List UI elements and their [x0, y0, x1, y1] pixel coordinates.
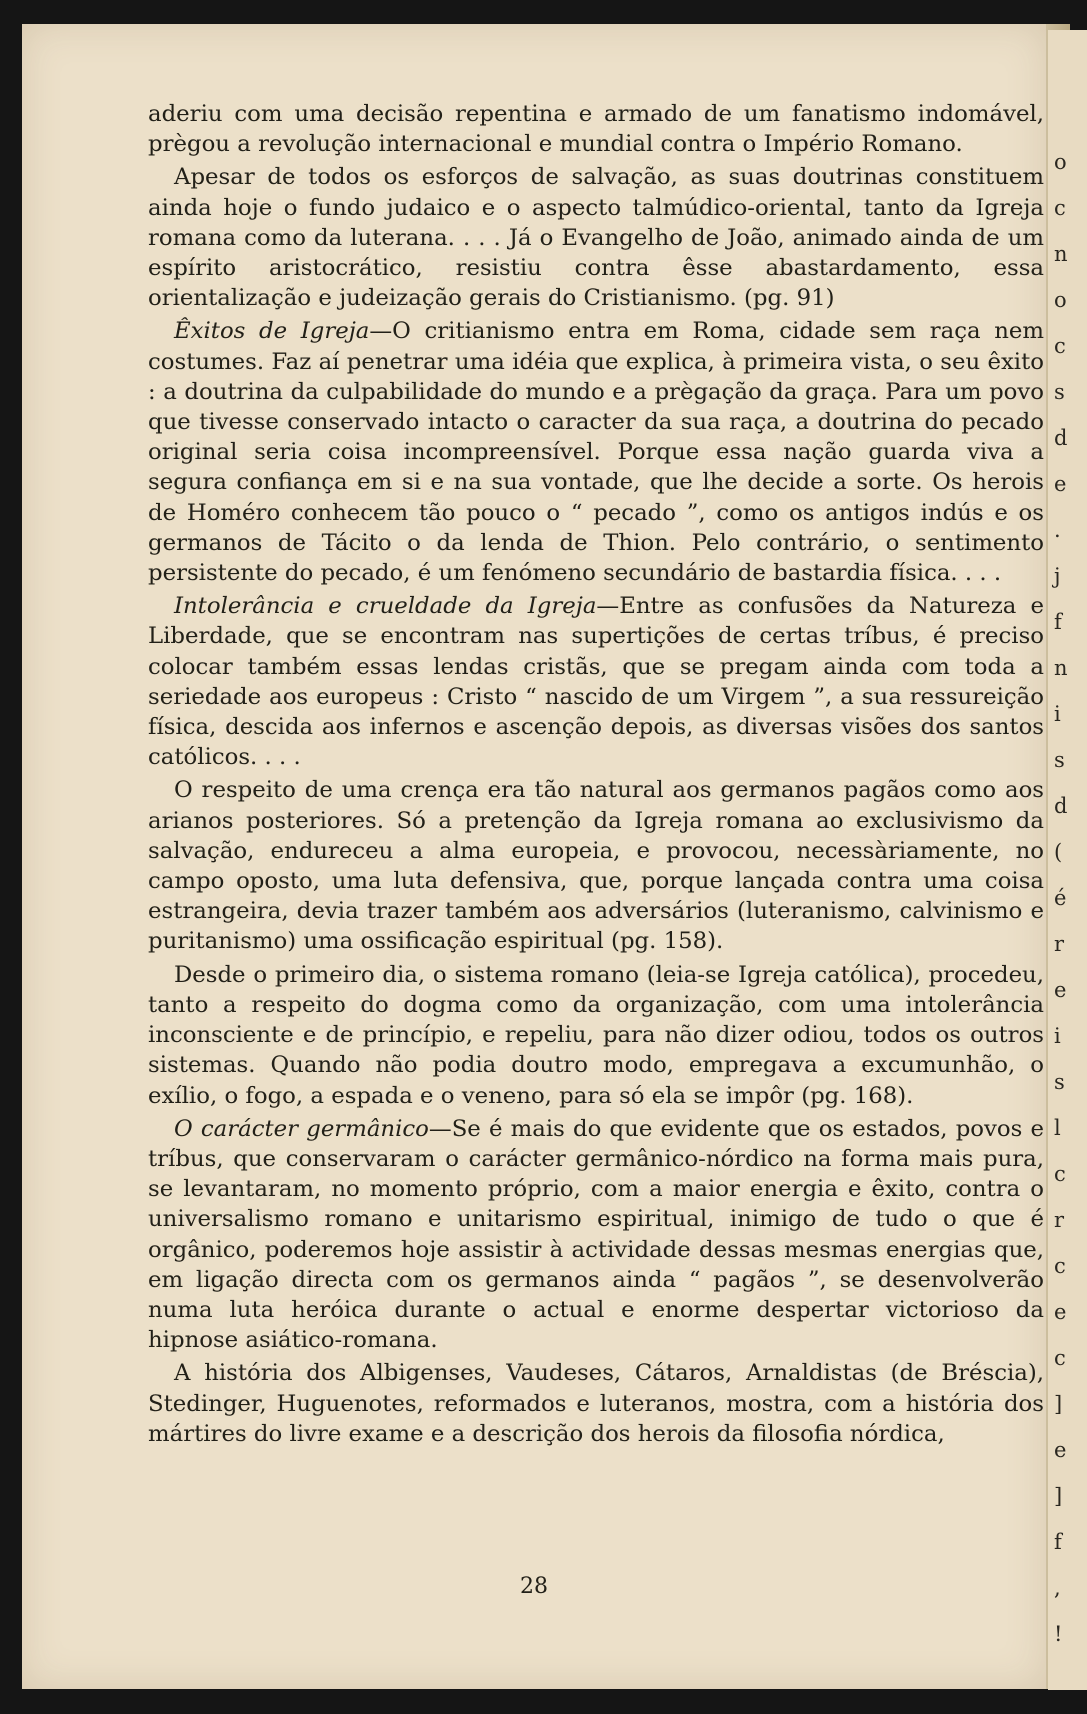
- next-page-edge-letter: é: [1054, 886, 1067, 910]
- next-page-edge-letter: l: [1054, 1116, 1061, 1140]
- paragraph-6-text: Desde o primeiro dia, o sistema romano (leia-se Igreja católica), procedeu, tanto a respeito do dogma como da organização, com uma intolerância inconsciente e de princípio, e repeliu, para não dizer odiou, todos os outros sistemas. Quando não podia doutro modo, empregava a excumunhão, o exílio, o fogo, a espada e o veneno, para só ela se impôr (pg. 168).: [148, 961, 1044, 1109]
- next-page-edge-letter: c: [1054, 334, 1066, 358]
- body-text: [148, 99, 1044, 1452]
- next-page-edge-letter: e: [1054, 472, 1067, 496]
- paragraph-4-text: —Entre as confusões da Natureza e Liberdade, que se encontram nas supertições de certas tríbus, é preciso colocar também essas lendas cristãs, que se pregam ainda com toda a seriedade aos europeus : Cristo “ nascido de um Virgem ”, a sua ressureição física, descida aos infernos e ascenção depois, as diversas visões dos santos católicos. . . .: [148, 593, 1044, 771]
- next-page-edge-letter: j: [1054, 564, 1061, 588]
- next-page-edge-letter: e: [1054, 1438, 1067, 1462]
- paragraph-5: [148, 775, 1044, 956]
- paragraph-4: [148, 591, 1044, 772]
- paragraph-8-text: A história dos Albigenses, Vaudeses, Cátaros, Arnaldistas (de Bréscia), Stedinger, Huguenotes, reformados e luteranos, mostra, com a história dos mártires do livre exame e a descrição dos herois da filosofia nórdica,: [148, 1360, 1044, 1447]
- next-page-edge-letter: d: [1054, 426, 1068, 450]
- next-page-edge-letter: r: [1054, 1208, 1065, 1232]
- next-page-edge-letter: n: [1054, 656, 1068, 680]
- next-page-edge-letter: ]: [1054, 1392, 1063, 1416]
- next-page-edge-letter: s: [1054, 748, 1065, 772]
- next-page-edge: [1048, 30, 1087, 1690]
- section-heading-exitos: Êxitos de Igreja: [174, 318, 370, 345]
- next-page-edge-letter: c: [1054, 196, 1066, 220]
- paragraph-3: [148, 316, 1044, 588]
- page-number: 28: [520, 1574, 548, 1599]
- paragraph-2-text: Apesar de todos os esforços de salvação, as suas doutrinas constituem ainda hoje o fundo judaico e o aspecto talmúdico-oriental, tanto da Igreja romana como da luterana. . . . Já o Evangelho de João, animado ainda de um espírito aristocrático, resistiu contra êsse abastardamento, essa orientalização e judeização gerais do Cristianismo. (pg. 91): [148, 164, 1044, 312]
- paragraph-2: [148, 162, 1044, 313]
- next-page-edge-letter: i: [1054, 702, 1061, 726]
- next-page-edge-letter: (: [1054, 840, 1063, 864]
- next-page-edge-letter: f: [1054, 1530, 1062, 1554]
- next-page-edge-letter: r: [1054, 932, 1065, 956]
- paragraph-6: [148, 960, 1044, 1111]
- paragraph-3-text: —O critianismo entra em Roma, cidade sem raça nem costumes. Faz aí penetrar uma idéia que explica, à primeira vista, o seu êxito : a doutrina da culpabilidade do mundo e a prègação da graça. Para um povo que tivesse conservado intacto o caracter da sua raça, a doutrina do pecado original seria coisa incompreensível. Porque essa nação guarda viva a segura confiança em si e na sua vontade, que lhe decide a sorte. Os herois de Homéro conhecem tão pouco o “ pecado ”, como os antigos indús e os germanos de Tácito o da lenda de Thion. Pelo contrário, o sentimento persistente do pecado, é um fenómeno secundário de bastardia física. . . .: [148, 318, 1044, 587]
- next-page-edge-letter: ,: [1054, 1576, 1061, 1600]
- next-page-edge-letter: n: [1054, 242, 1068, 266]
- next-page-edge-letter: e: [1054, 1300, 1067, 1324]
- next-page-edge-letter: c: [1054, 1346, 1066, 1370]
- section-heading-intolerancia: Intolerância e crueldade da Igreja: [174, 593, 597, 620]
- next-page-edge-letter: c: [1054, 1254, 1066, 1278]
- next-page-edge-letter: o: [1054, 288, 1067, 312]
- paragraph-5-text: O respeito de uma crença era tão natural aos germanos pagãos como aos arianos posteriores. Só a pretenção da Igreja romana ao exclusivismo da salvação, endureceu a alma europeia, e provocou, necessàriamente, no campo oposto, uma luta defensiva, que, porque lançada contra uma coisa estrangeira, devia trazer também aos adversários (luteranismo, calvinismo e puritanismo) uma ossificação espiritual (pg. 158).: [148, 777, 1044, 955]
- next-page-edge-letter: .: [1054, 518, 1061, 542]
- next-page-edge-letter: s: [1054, 380, 1065, 404]
- next-page-edge-letter: e: [1054, 978, 1067, 1002]
- paragraph-7: [148, 1114, 1044, 1356]
- book-page: [22, 24, 1046, 1689]
- next-page-edge-letter: s: [1054, 1070, 1065, 1094]
- next-page-edge-letter: d: [1054, 794, 1068, 818]
- paragraph-1-text: aderiu com uma decisão repentina e armado de um fanatismo indomável, prègou a revolução internacional e mundial contra o Império Romano.: [148, 101, 1044, 158]
- next-page-edge-letter: c: [1054, 1162, 1066, 1186]
- section-heading-caracter: O carácter germânico: [174, 1115, 429, 1142]
- next-page-edge-letter: o: [1054, 150, 1067, 174]
- paragraph-1: [148, 99, 1044, 159]
- next-page-edge-letter: ]: [1054, 1484, 1063, 1508]
- paragraph-7-text: —Se é mais do que evidente que os estados, povos e tríbus, que conservaram o carácter germânico-nórdico na forma mais pura, se levantaram, no momento próprio, com a maior energia e êxito, contra o universalismo romano e unitarismo espiritual, inimigo de tudo o que é orgânico, poderemos hoje assistir à actividade dessas mesmas energias que, em ligação directa com os germanos ainda “ pagãos ”, se desenvolverão numa luta heróica durante o actual e enorme despertar victorioso da hipnose asiático-romana.: [148, 1115, 1044, 1354]
- next-page-edge-letter: !: [1054, 1622, 1063, 1646]
- next-page-edge-letter: f: [1054, 610, 1062, 634]
- paragraph-8: [148, 1358, 1044, 1449]
- next-page-edge-letter: i: [1054, 1024, 1061, 1048]
